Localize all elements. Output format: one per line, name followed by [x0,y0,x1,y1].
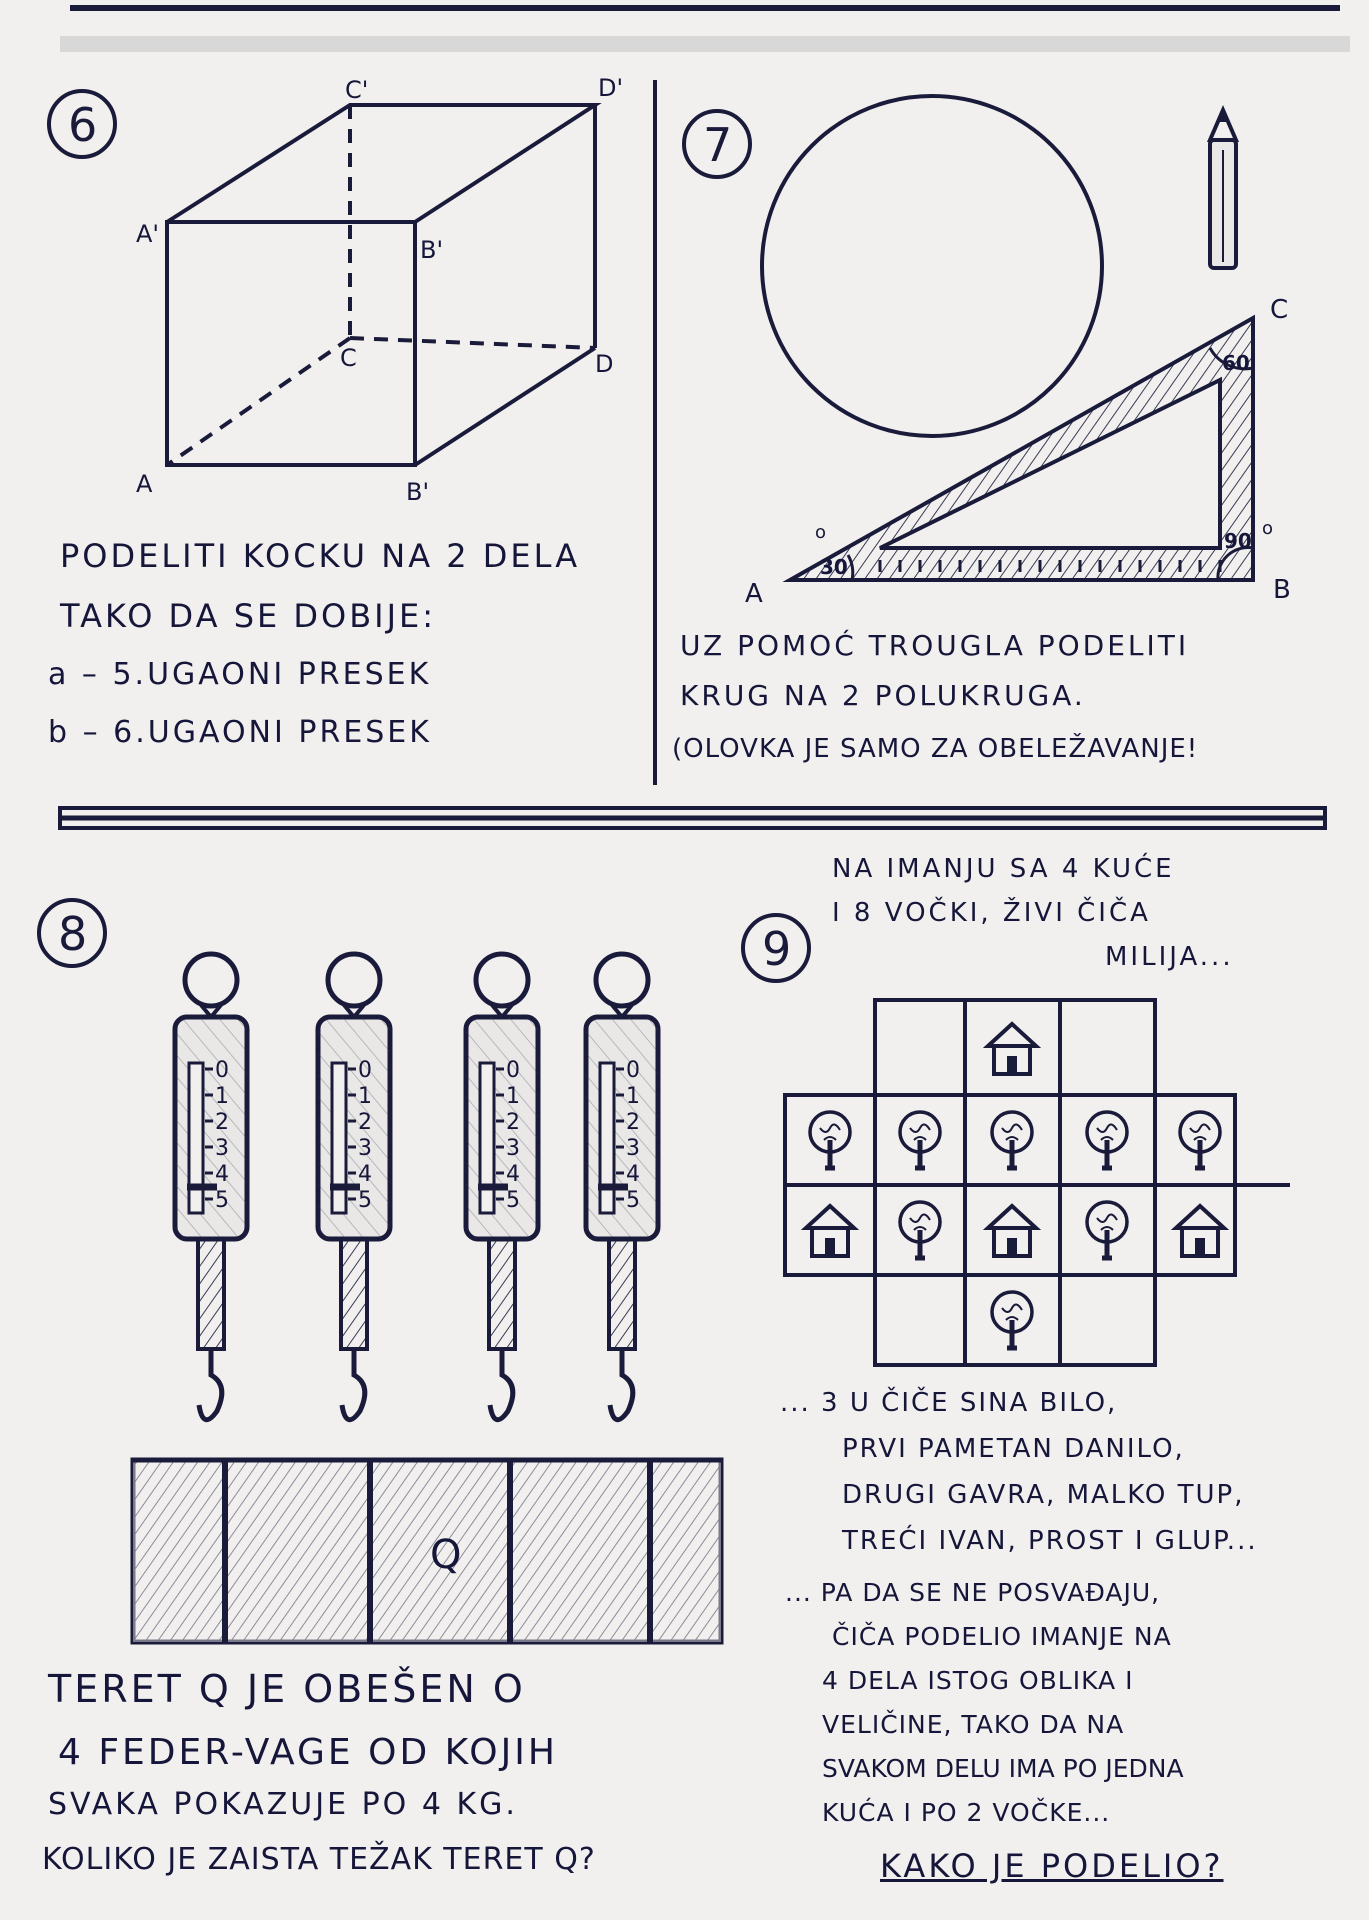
p9-story2-2: ČIČA PODELIO IMANJE NA [832,1622,1172,1651]
p7-line-2: KRUG NA 2 POLUKRUGA. [680,679,1086,712]
scale-tick-label: 5 [626,1188,640,1213]
scale-tick-label: 2 [358,1110,372,1135]
scale-tick-label: 3 [358,1136,372,1161]
p8-line-4: KOLIKO JE ZAISTA TEŽAK TERET Q? [42,1842,596,1877]
scale-tick-label: 3 [215,1136,229,1161]
p9-question: KAKO JE PODELIO? [880,1847,1224,1885]
p8-line-2: 4 FEDER-VAGE OD KOJIH [58,1732,558,1773]
vertex-a: A [136,470,153,498]
scale-tick-label: 4 [215,1162,229,1187]
angle-90: 90 [1224,529,1252,553]
scale-tick-label: 0 [358,1058,372,1083]
problem-6-number: 6 [68,98,98,152]
spring-scale [466,954,538,1420]
vertex-d: D [595,350,614,378]
scale-tick-label: 3 [506,1136,520,1161]
vertex-c: C [340,344,357,372]
angle-30: 30 [820,555,848,579]
p9-intro-3: MILIJA... [1105,942,1234,972]
p9-story1-2: PRVI PAMETAN DANILO, [842,1434,1185,1464]
vertex-a1: A' [136,220,160,248]
set-square-triangle [790,318,1253,580]
p9-story1-1: ... 3 U ČIČE SINA BILO, [780,1388,1118,1418]
tree-icon [1180,1112,1220,1168]
p6-line-4: b – 6.UGAONI PRESEK [48,715,432,750]
scale-tick-label: 0 [215,1058,229,1083]
scale-tick-label: 4 [506,1162,520,1187]
scale-tick-label: 4 [358,1162,372,1187]
p9-story2-3: 4 DELA ISTOG OBLIKA I [822,1666,1134,1695]
scale-tick-label: 2 [215,1110,229,1135]
angle-60: 60 [1222,351,1250,375]
house-icon [806,1206,854,1256]
spring-scale [175,954,247,1420]
scale-tick-label: 5 [215,1188,229,1213]
tree-icon [1087,1202,1127,1258]
load-block [133,1460,721,1642]
p9-story1-3: DRUGI GAVRA, MALKO TUP, [842,1480,1245,1510]
scale-tick-label: 1 [506,1084,520,1109]
p9-story2-5: SVAKOM DELU IMA PO JEDNA [822,1754,1184,1783]
scale-ticks [205,1058,640,1213]
problem-9-number: 9 [762,922,792,976]
cube-drawing [167,105,595,465]
scale-tick-label: 2 [506,1110,520,1135]
tree-icon [810,1112,850,1168]
house-icon [988,1024,1036,1074]
problem-8-number: 8 [58,907,88,961]
scale-tick-label: 0 [626,1058,640,1083]
triangle-vertex-b: B [1273,575,1291,605]
spring-scale [318,954,390,1420]
scale-tick-label: 2 [626,1110,640,1135]
p8-line-3: SVAKA POKAZUJE PO 4 KG. [48,1787,518,1822]
tree-icon [900,1202,940,1258]
tree-icon [992,1292,1032,1348]
scale-tick-label: 1 [358,1084,372,1109]
tree-icon [1087,1112,1127,1168]
p9-story2-6: KUĆA I PO 2 VOČKE... [822,1798,1111,1827]
p9-intro-1: NA IMANJU SA 4 KUĆE [832,854,1175,884]
spring-scale [586,954,658,1420]
p7-line-3: (OLOVKA JE SAMO ZA OBELEŽAVANJE! [672,734,1199,764]
scale-tick-label: 4 [626,1162,640,1187]
pencil-drawing [1210,110,1236,268]
p8-line-1: TERET Q JE OBEŠEN O [48,1667,526,1711]
triangle-vertex-c: C [1270,295,1289,325]
triangle-vertex-a: A [745,579,763,609]
p9-story2-1: ... PA DA SE NE POSVAĐAJU, [785,1578,1161,1607]
vertex-d1: D' [598,74,624,102]
p9-story1-4: TREĆI IVAN, PROST I GLUP... [842,1526,1258,1556]
load-label-q: Q [430,1532,462,1578]
p6-line-2: TAKO DA SE DOBIJE: [60,597,437,635]
problem-7-number: 7 [703,118,733,172]
scale-tick-label: 5 [358,1188,372,1213]
vertex-c1: C' [345,76,369,104]
vertex-b1: B' [420,236,444,264]
tree-icon [992,1112,1032,1168]
house-icon [1176,1206,1224,1256]
circle-drawing [762,96,1102,436]
p6-line-3: a – 5.UGAONI PRESEK [48,657,432,692]
property-grid [785,1000,1290,1365]
degree-mark: o [1262,518,1274,539]
p9-intro-2: I 8 VOČKI, ŽIVI ČIČA [832,898,1151,928]
house-icon [988,1206,1036,1256]
scale-tick-label: 3 [626,1136,640,1161]
scale-tick-label: 1 [626,1084,640,1109]
vertex-b2: B' [406,478,430,506]
tree-icon [900,1112,940,1168]
p9-story2-4: VELIČINE, TAKO DA NA [822,1710,1125,1739]
scale-tick-label: 0 [506,1058,520,1083]
scale-tick-label: 1 [215,1084,229,1109]
scale-tick-label: 5 [506,1188,520,1213]
degree-mark: o [815,522,827,543]
p6-line-1: PODELITI KOCKU NA 2 DELA [60,537,581,575]
p7-line-1: UZ POMOĆ TROUGLA PODELITI [680,629,1190,662]
